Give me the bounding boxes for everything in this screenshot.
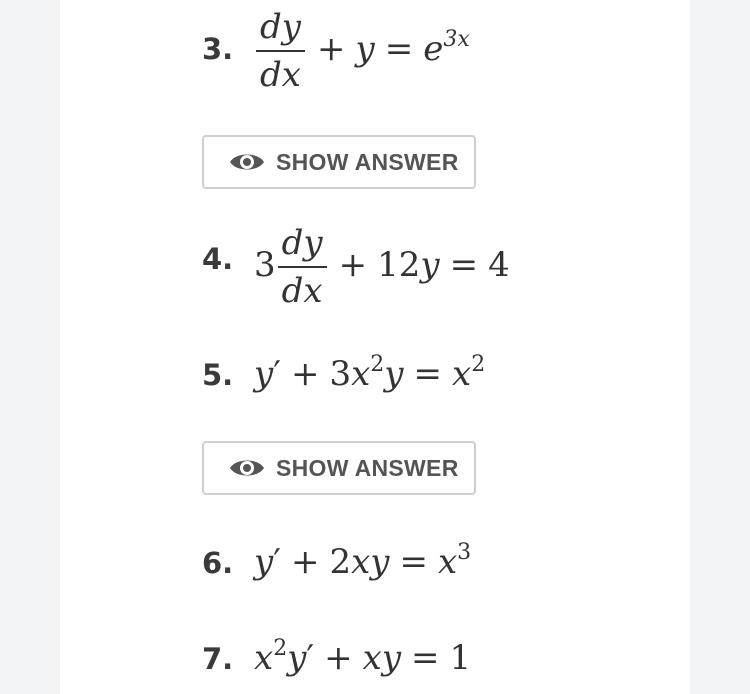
eye-icon (228, 150, 266, 174)
show-answer-label: SHOW ANSWER (276, 148, 459, 175)
equation-4: 3 $\frac{dy}{dx}$ + 12y = 4 (254, 223, 510, 311)
problem-number: 5. (202, 358, 234, 392)
eye-icon (228, 456, 266, 480)
content-page (60, 0, 690, 694)
fraction-dy-dx: $\frac{dy}{dx}$ (278, 226, 327, 308)
problem-number: 4. (202, 242, 234, 276)
equation-5: $y' + 3x^2y = x^2$ (254, 352, 486, 394)
equation-6: $y' + 2xy = x^3$ (254, 540, 472, 582)
show-answer-button[interactable] (202, 135, 476, 189)
problem-number: 7. (202, 642, 234, 676)
problem-number: 3. (202, 32, 234, 66)
equation-3: $\frac{dy}{dx}$ + $y = e^{3x}$ (254, 10, 470, 92)
show-answer-button[interactable] (202, 441, 476, 495)
fraction-dy-dx: $\frac{dy}{dx}$ (256, 10, 305, 92)
equation-7: $x^2y'$ + xy = 1 (254, 636, 472, 678)
problem-number: 6. (202, 546, 234, 580)
show-answer-label: SHOW ANSWER (276, 454, 459, 481)
